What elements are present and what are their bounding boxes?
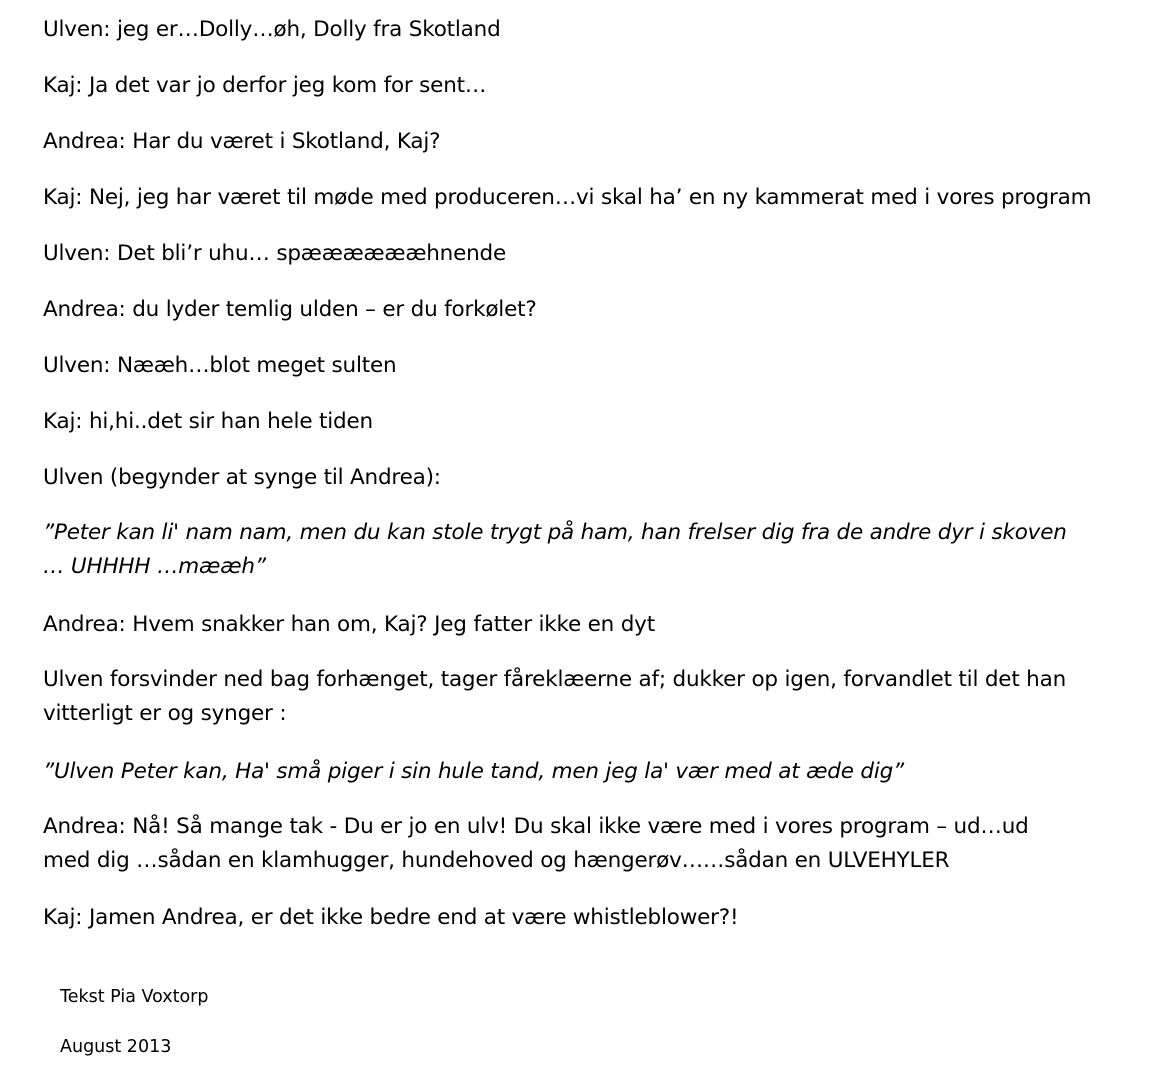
dialogue-line: Ulven: Nææh…blot meget sulten (43, 353, 397, 378)
song-lyrics: ”Ulven Peter kan, Ha' små piger i sin hule tand, men jeg la' vær med at æde dig” (43, 759, 904, 784)
author-credit: Tekst Pia Voxtorp (60, 987, 209, 1007)
dialogue-line: Kaj: hi,hi..det sir han hele tiden (43, 409, 373, 434)
dialogue-line: Andrea: Hvem snakker han om, Kaj? Jeg fatter ikke en dyt (43, 612, 655, 637)
song-lyrics: ”Peter kan li' nam nam, men du kan stole trygt på ham, han frelser dig fra de andre dyr i skoven … UHHHH …mææh” (43, 520, 1067, 579)
dialogue-line: Kaj: Jamen Andrea, er det ikke bedre end at være whistleblower?! (43, 905, 739, 930)
stage-direction: Ulven (begynder at synge til Andrea): (43, 465, 441, 490)
dialogue-line: Andrea: Nå! Så mange tak - Du er jo en ulv! Du skal ikke være med i vores program – ud…ud med dig …sådan en klamhugger, hundehoved og hængerøv……sådan en ULVEHYLER (43, 814, 1029, 873)
dialogue-line: Ulven: jeg er…Dolly…øh, Dolly fra Skotland (43, 17, 501, 42)
dialogue-line: Andrea: Har du været i Skotland, Kaj? (43, 129, 441, 154)
dialogue-line: Ulven: Det bli’r uhu… spææææææhnende (43, 241, 507, 266)
dialogue-line: Kaj: Nej, jeg har været til møde med produceren…vi skal ha’ en ny kammerat med i vores program (43, 185, 1092, 210)
dialogue-line: Andrea: du lyder temlig ulden – er du forkølet? (43, 297, 537, 322)
date-line: August 2013 (60, 1037, 172, 1057)
dialogue-line: Kaj: Ja det var jo derfor jeg kom for sent… (43, 73, 487, 98)
stage-direction: Ulven forsvinder ned bag forhænget, tager fåreklæerne af; dukker op igen, forvandlet til det han vitterligt er og synger : (43, 667, 1067, 726)
